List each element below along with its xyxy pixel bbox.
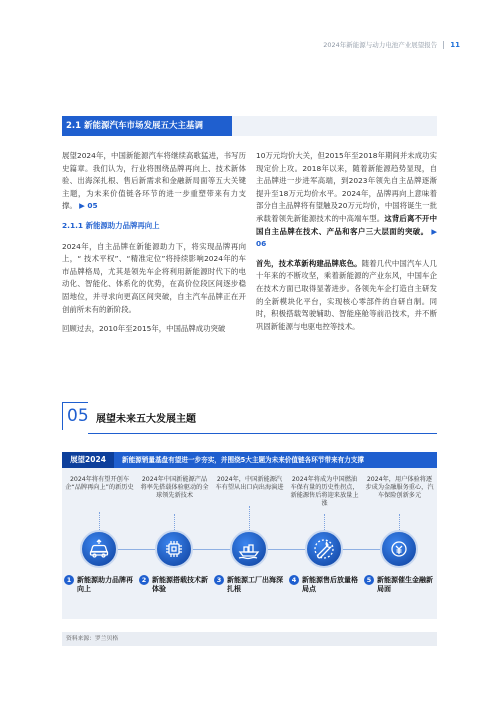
theme-number-badge: 5 — [364, 575, 374, 585]
report-title: 2024年新能源与动力电池产业展望报告 — [323, 41, 438, 49]
theme-label: 3 新能源工厂出海深扎根 — [214, 576, 285, 594]
figure-title: 展望未来五大发展主题 — [96, 414, 196, 425]
finance-icon — [380, 530, 418, 568]
connector-line — [399, 514, 400, 530]
section-heading-bar — [62, 116, 437, 136]
figure-ref-05[interactable]: ▶ 05 — [79, 201, 98, 211]
theme-label: 2 新能源搭载技术新体验 — [139, 576, 210, 594]
ship-icon — [230, 530, 268, 568]
theme-item-2 — [137, 472, 212, 617]
theme-desc: 2024年，中国新能源汽车有望从出口向出海演进 — [215, 476, 284, 491]
theme-item-1 — [62, 472, 137, 617]
car-icon — [80, 530, 118, 568]
left-paragraph-3: 回顾过去，2010年至2015年，中国品牌成功突破 — [62, 324, 226, 334]
theme-desc: 2024年中国新能源产品将率先搭载体验驱动的全球领先新技术 — [140, 476, 209, 499]
theme-item-3 — [212, 472, 287, 617]
right-paragraph-2-lead: 首先，技术革新构建品牌底色。 — [256, 258, 362, 268]
connector-line — [174, 514, 175, 530]
left-column — [62, 150, 246, 343]
left-paragraph-1: 展望2024年，中国新能源汽车将继续高歌猛进，书写历史篇章。我们认为，行业将围绕品牌再向上、技术新体验、出海深扎根、售后新需求和金融新局面等五大关键主题，为未来价值链各环节的进一步重塑带来有力支撑。 ▶ 05 — [62, 151, 246, 211]
connector-line — [324, 514, 325, 530]
header-divider — [443, 41, 444, 49]
theme-label: 4 新能源售后放量格局点 — [289, 576, 360, 594]
theme-label: 5 新能源催生金融新局面 — [364, 576, 435, 594]
figure-05-heading — [62, 400, 437, 434]
right-paragraph-2: 首先，技术革新构建品牌底色。随着几代中国汽车人几十年来的不断攻坚，乘着新能源的产业东风，中国车企在技术方面已取得显著进步。各领先车企打造自主研发的全新模块化平台，实现核心零部件的自研自制。同时，积极搭载驾驶辅助、智能座舱等前沿技术，并不断巩固新能源与电驱电控等技术。 — [256, 258, 437, 331]
theme-number-badge: 2 — [139, 575, 149, 585]
connector-line — [99, 512, 100, 530]
theme-label: 1 新能源助力品牌再向上 — [64, 576, 135, 594]
diagram-header-bar — [62, 452, 437, 468]
theme-desc: 2024年，用户体验将逐步成为金融服务重心，汽车保险创新多元 — [365, 476, 434, 499]
theme-item-4 — [287, 472, 362, 617]
source-note: 资料来源：罗兰贝格 — [62, 632, 437, 646]
wrench-icon — [305, 530, 343, 568]
right-paragraph-1-emphasis: 这背后离不开中国自主品牌在技术、产品和客户三大层面的突破。 — [256, 213, 437, 236]
theme-desc: 2024年将成为中国燃油车保有量的历史性拐点，新能源售后将迎来放量上涨 — [290, 476, 359, 507]
five-themes-diagram — [62, 452, 437, 619]
right-column — [256, 150, 437, 340]
theme-desc: 2024年将有望开创车企“品牌再向上”的新历史 — [65, 476, 134, 491]
theme-items — [62, 472, 437, 617]
diagram-lead-label: 展望2024 — [62, 452, 114, 468]
section-title: 2.1 新能源汽车市场发展五大主基调 — [62, 116, 232, 136]
page-number: 11 — [450, 40, 460, 49]
page-header — [323, 40, 460, 49]
theme-item-5 — [362, 472, 437, 617]
figure-heading-rule — [88, 433, 437, 434]
subsection-title: 2.1.1 新能源助力品牌再向上 — [62, 220, 160, 230]
theme-number-badge: 4 — [289, 575, 299, 585]
right-paragraph-1: 10万元均价大关，但2015年至2018年期间并未成功实现定价上攻。2018年以来，随着新能源趋势显现，自主品牌进一步进军高端，到2023年领先自主品牌逐渐提升至18万元均价水平。2024年，品牌再向上意味着部分自主品牌将有望触及20万元均价，中国将诞生一批承载着领先新能源技术的中高端车型。这背后离不开中国自主品牌在技术、产品和客户三大层面的突破。 ▶ 06 — [256, 151, 437, 249]
figure-ref-06[interactable]: ▶ 06 — [256, 226, 437, 249]
connector-line — [249, 506, 250, 530]
tech-chip-icon — [155, 530, 193, 568]
theme-number-badge: 3 — [214, 575, 224, 585]
diagram-headline: 新能源销量基盘有望进一步夯实，并围绕5大主题为未来价值链各环节带来有力支撑 — [122, 456, 364, 464]
left-paragraph-2: 2024年，自主品牌在新能源助力下，将实现品牌再向上，“ 技术平权”、“精准定位”将持续影响2024年的车市品牌格局，尤其是领先车企将利用新能源时代下的电动化、智能化、体系化的优势，在高价位段区间逐步稳固地位，并寻求向更高区间突破，自主汽车品牌正在开创前所未有的新阶段。 — [62, 241, 246, 314]
figure-number: 05 — [62, 402, 88, 430]
theme-number-badge: 1 — [64, 575, 74, 585]
